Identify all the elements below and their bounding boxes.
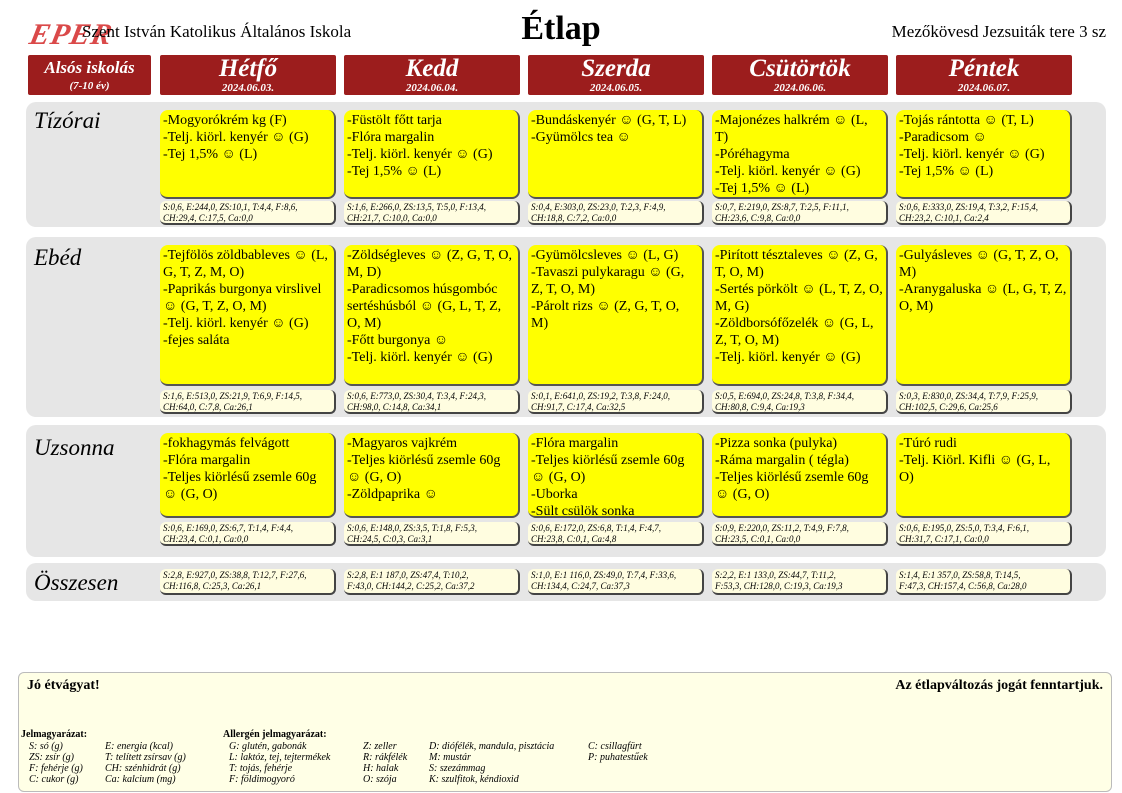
total-nutrition-box: [160, 569, 336, 595]
nutrition-box: [712, 201, 888, 225]
nutrition-line: S:0,6, E:195,0, ZS:5,0, T:3,4, F:6,1,: [899, 523, 1029, 533]
day-header-4: [712, 55, 888, 95]
day-date: 2024.06.07.: [957, 82, 1011, 94]
nutrition-box: [160, 522, 336, 546]
nutrition-line: CH:23,6, C:9,8, Ca:0,0: [715, 213, 801, 223]
menu-item: -fokhagymás felvágott: [163, 436, 290, 451]
total-label: Összesen: [34, 570, 119, 595]
legend-entry: O: szója: [363, 774, 397, 785]
allergen-col1: [229, 741, 330, 785]
menu-item: -Paradicsomos húsgombóc sertéshúsból ☺ (G, L, T, Z, O, M): [347, 282, 502, 331]
day-header-5: [896, 55, 1072, 95]
nutrition-box: [528, 390, 704, 414]
allergen-title: Allergén jelmagyarázat:: [223, 729, 327, 740]
menu-item: -Telj. kiörl. kenyér ☺ (G): [899, 147, 1045, 162]
day-name: Csütörtök: [749, 55, 851, 82]
nutrition-line: S:0,7, E:219,0, ZS:8,7, T:2,5, F:11,1,: [715, 202, 849, 212]
legend-col2: [105, 741, 186, 785]
nutrition-line: S:1,4, E:1 357,0, ZS:58,8, T:14,5,: [899, 570, 1021, 580]
nutrition-line: CH:23,4, C:0,1, Ca:0,0: [163, 534, 249, 544]
menu-box: [160, 245, 336, 386]
nutrition-line: S:1,6, E:513,0, ZS:21,9, T:6,9, F:14,5,: [163, 391, 302, 401]
nutrition-line: CH:98,0, C:14,8, Ca:34,1: [347, 402, 442, 412]
menu-item: -Flóra margalin: [347, 130, 435, 145]
nutrition-line: S:0,6, E:773,0, ZS:30,4, T:3,4, F:24,3,: [347, 391, 486, 401]
menu-item: -Flóra margalin: [531, 436, 619, 451]
meal-label: Ebéd: [34, 245, 82, 270]
nutrition-box: [896, 522, 1072, 546]
legend-entry: E: energia (kcal): [105, 741, 173, 752]
legend-entry: M: mustár: [429, 752, 471, 763]
day-header-1: [160, 55, 336, 95]
footer: [18, 672, 1112, 792]
greeting: Jó étvágyat!: [27, 678, 100, 693]
nutrition-box: [160, 201, 336, 225]
legend-entry: H: halak: [363, 763, 399, 774]
menu-box: [344, 245, 520, 386]
nutrition-line: S:0,4, E:303,0, ZS:23,0, T:2,3, F:4,9,: [531, 202, 666, 212]
nutrition-line: S:2,8, E:927,0, ZS:38,8, T:12,7, F:27,6,: [163, 570, 307, 580]
nutrition-line: CH:21,7, C:10,0, Ca:0,0: [347, 213, 437, 223]
menu-item: -Telj. kiörl. kenyér ☺ (G): [163, 130, 309, 145]
menu-item: -Paradicsom ☺: [899, 130, 987, 145]
menu-item: -Sertés pörkölt ☺ (L, T, Z, O, M, G): [715, 282, 883, 314]
allergen-col4: [588, 741, 648, 763]
logo: EPER: [26, 18, 116, 51]
nutrition-line: CH:23,2, C:10,1, Ca:2,4: [899, 213, 989, 223]
menu-item: -Párolt rizs ☺ (Z, G, T, O, M): [531, 299, 680, 331]
legend-entry: F: földimogyoró: [229, 774, 295, 785]
menu-item: -Gyümölcs tea ☺: [531, 130, 631, 145]
allergen-col2: [363, 741, 407, 785]
legend-entry: P: puhatestűek: [588, 752, 648, 763]
menu-item: -Telj. kiörl. kenyér ☺ (G): [163, 316, 309, 331]
menu-item: -Flóra margalin: [163, 453, 251, 468]
menu-item: -Pizza sonka (pulyka): [715, 436, 838, 451]
menu-item: -Tej 1,5% ☺ (L): [715, 181, 810, 196]
menu-item: -Aranygaluska ☺ (L, G, T, Z, O, M): [899, 282, 1067, 314]
menu-item: -Uborka: [531, 487, 578, 502]
legend-entry: S: szezámmag: [429, 763, 486, 774]
legend-entry: R: rákfélék: [363, 752, 408, 763]
menu-item: -Teljes kiörlésű zsemle 60g ☺ (G, O): [347, 453, 501, 485]
nutrition-box: [344, 522, 520, 546]
menu-box: [528, 245, 704, 386]
menu-box: [712, 245, 888, 386]
nutrition-box: [528, 522, 704, 546]
menu-item: -Túró rudi: [899, 436, 957, 451]
nutrition-line: CH:64,0, C:7,8, Ca:26,1: [163, 402, 253, 412]
menu-item: -Telj. kiörl. kenyér ☺ (G): [715, 164, 861, 179]
nutrition-line: CH:29,4, C:17,5, Ca:0,0: [163, 213, 253, 223]
day-date: 2024.06.04.: [405, 82, 459, 94]
legend-entry: F: fehérje (g): [29, 763, 83, 774]
nutrition-line: CH:24,5, C:0,3, Ca:3,1: [347, 534, 433, 544]
page-title: Étlap: [521, 10, 601, 47]
nutrition-line: CH:31,7, C:17,1, Ca:0,0: [899, 534, 989, 544]
legend-entry: CH: szénhidrát (g): [105, 763, 181, 774]
nutrition-line: S:0,6, E:172,0, ZS:6,8, T:1,4, F:4,7,: [531, 523, 661, 533]
age-group-range: (7-10 év): [69, 80, 110, 92]
legend-entry: G: glutén, gabonák: [229, 741, 307, 752]
menu-box: [712, 433, 888, 518]
nutrition-box: [344, 201, 520, 225]
legend-col1: [29, 741, 83, 785]
nutrition-line: S:2,8, E:1 187,0, ZS:47,4, T:10,2,: [347, 570, 469, 580]
total-nutrition-box: [712, 569, 888, 595]
legend-entry: Z: zeller: [363, 741, 397, 752]
day-name: Hétfő: [218, 55, 278, 82]
menu-box: [160, 110, 336, 199]
menu-box: [896, 110, 1072, 199]
legend-entry: T: telített zsírsav (g): [105, 752, 186, 763]
nutrition-box: [896, 201, 1072, 225]
legend-entry: C: cukor (g): [29, 774, 79, 785]
menu-box: [896, 245, 1072, 386]
meal-label: Tízórai: [34, 108, 101, 133]
menu-item: -Majonézes halkrém ☺ (L, T): [715, 113, 868, 145]
nutrition-box: [528, 201, 704, 225]
nutrition-line: S:0,6, E:148,0, ZS:3,5, T:1,8, F:5,3,: [347, 523, 477, 533]
menu-item: -Zöldségleves ☺ (Z, G, T, O, M, D): [347, 248, 513, 280]
nutrition-line: CH:91,7, C:17,4, Ca:32,5: [531, 402, 626, 412]
column-header-age: [28, 55, 151, 95]
nutrition-line: CH:102,5, C:29,6, Ca:25,6: [899, 402, 998, 412]
total-nutrition-box: [528, 569, 704, 595]
legend-entry: C: csillagfürt: [588, 741, 642, 752]
menu-box: [528, 110, 704, 199]
nutrition-box: [896, 390, 1072, 414]
menu-item: -Pirított tésztaleves ☺ (Z, G, T, O, M): [715, 248, 878, 280]
menu-item: -Magyaros vajkrém: [347, 436, 458, 451]
nutrition-line: CH:116,8, C:25,3, Ca:26,1: [163, 581, 262, 591]
nutrition-line: S:0,5, E:694,0, ZS:24,8, T:3,8, F:34,4,: [715, 391, 854, 401]
nutrition-line: F:53,3, CH:128,0, C:19,3, Ca:19,3: [715, 581, 843, 591]
nutrition-line: S:1,6, E:266,0, ZS:13,5, T:5,0, F:13,4,: [347, 202, 486, 212]
day-date: 2024.06.05.: [589, 82, 643, 94]
legend-entry: L: laktóz, tej, tejtermékek: [229, 752, 331, 763]
nutrition-line: S:1,0, E:1 116,0, ZS:49,0, T:7,4, F:33,6,: [531, 570, 677, 580]
legend-entry: S: só (g): [29, 741, 63, 752]
menu-box: [344, 433, 520, 518]
school-address: Mezőkövesd Jezsuiták tere 3 sz: [891, 22, 1106, 41]
menu-item: -Zöldborsófőzelék ☺ (G, L, Z, T, O, M): [715, 316, 874, 348]
school-name: Szent István Katolikus Általános Iskola: [82, 22, 352, 41]
menu-item: -fejes saláta: [163, 333, 230, 348]
menu-item: -Tejfölös zöldbableves ☺ (L, G, T, Z, M, O): [163, 248, 328, 280]
nutrition-line: S:0,6, E:169,0, ZS:6,7, T:1,4, F:4,4,: [163, 523, 293, 533]
nutrition-box: [712, 390, 888, 414]
menu-item: -Póréhagyma: [715, 147, 790, 162]
legend-entry: T: tojás, fehérje: [229, 763, 293, 774]
legend-title: Jelmagyarázat:: [21, 729, 88, 740]
menu-item: -Tojás rántotta ☺ (T, L): [899, 113, 1034, 128]
nutrition-line: CH:80,8, C:9,4, Ca:19,3: [715, 402, 805, 412]
day-header-3: [528, 55, 704, 95]
legend-entry: K: szulfitok, kéndioxid: [429, 774, 519, 785]
nutrition-line: S:2,2, E:1 133,0, ZS:44,7, T:11,2,: [715, 570, 836, 580]
day-name: Szerda: [581, 55, 651, 82]
nutrition-line: CH:134,4, C:24,7, Ca:37,3: [531, 581, 630, 591]
menu-item: -Teljes kiörlésű zsemle 60g ☺ (G, O): [163, 470, 317, 502]
total-nutrition-box: [344, 569, 520, 595]
nutrition-box: [160, 390, 336, 414]
menu-item: -Paprikás burgonya virslivel ☺ (G, T, Z, O, M): [163, 282, 322, 314]
menu-item: -Teljes kiörlésű zsemle 60g ☺ (G, O): [531, 453, 685, 485]
nutrition-box: [712, 522, 888, 546]
menu-item: -Főtt burgonya ☺: [347, 333, 449, 348]
legend-entry: ZS: zsír (g): [29, 752, 75, 763]
nutrition-line: CH:23,8, C:0,1, Ca:4,8: [531, 534, 617, 544]
day-name: Péntek: [948, 55, 1020, 82]
menu-item: -Telj. kiörl. kenyér ☺ (G): [715, 350, 861, 365]
nutrition-line: S:0,9, E:220,0, ZS:11,2, T:4,9, F:7,8,: [715, 523, 849, 533]
menu-item: -Mogyorókrém kg (F): [163, 113, 287, 128]
nutrition-line: F:43,0, CH:144,2, C:25,2, Ca:37,2: [347, 581, 475, 591]
menu-box: [712, 110, 888, 199]
legend-entry: Ca: kalcium (mg): [105, 774, 176, 785]
total-nutrition-box: [896, 569, 1072, 595]
nutrition-line: F:47,3, CH:157,4, C:56,8, Ca:28,0: [899, 581, 1027, 591]
age-group-label: Alsós iskolás: [44, 58, 135, 77]
menu-item: -Zöldpaprika ☺: [347, 487, 438, 502]
menu-item: -Gyümölcsleves ☺ (L, G): [531, 248, 679, 263]
menu-item: -Bundáskenyér ☺ (G, T, L): [531, 113, 687, 128]
menu-box: [896, 433, 1072, 518]
day-date: 2024.06.03.: [221, 82, 275, 94]
menu-box: [344, 110, 520, 199]
menu-item: -Gulyásleves ☺ (G, T, Z, O, M): [899, 248, 1059, 280]
nutrition-line: CH:18,8, C:7,2, Ca:0,0: [531, 213, 617, 223]
menu-item: -Tej 1,5% ☺ (L): [899, 164, 994, 179]
day-header-2: [344, 55, 520, 95]
menu-item: -Telj. kiörl. kenyér ☺ (G): [347, 147, 493, 162]
allergen-col3: [429, 741, 554, 785]
menu-box: [160, 433, 336, 518]
menu-item: -Telj. kiörl. kenyér ☺ (G): [347, 350, 493, 365]
menu-item: -Sült csülök sonka: [531, 504, 635, 519]
menu-item: -Tavaszi pulykaragu ☺ (G, Z, T, O, M): [531, 265, 685, 297]
nutrition-line: S:0,1, E:641,0, ZS:19,2, T:3,8, F:24,0,: [531, 391, 670, 401]
legend-entry: D: diófélék, mandula, pisztácia: [429, 741, 555, 752]
menu-item: -Tej 1,5% ☺ (L): [347, 164, 442, 179]
nutrition-line: S:0,3, E:830,0, ZS:34,4, T:7,9, F:25,9,: [899, 391, 1038, 401]
menu-item: -Teljes kiörlésű zsemle 60g ☺ (G, O): [715, 470, 869, 502]
nutrition-line: S:0,6, E:244,0, ZS:10,1, T:4,4, F:8,6,: [163, 202, 298, 212]
menu-item: -Ráma margalin ( tégla): [715, 453, 849, 468]
menu-item: -Telj. Kiörl. Kifli ☺ (G, L, O): [899, 453, 1051, 485]
nutrition-line: S:0,6, E:333,0, ZS:19,4, T:3,2, F:15,4,: [899, 202, 1038, 212]
nutrition-line: CH:23,5, C:0,1, Ca:0,0: [715, 534, 801, 544]
day-date: 2024.06.06.: [773, 82, 827, 94]
menu-item: -Füstölt főtt tarja: [347, 113, 442, 128]
menu-item: -Tej 1,5% ☺ (L): [163, 147, 258, 162]
nutrition-box: [344, 390, 520, 414]
menu-box: [528, 433, 704, 518]
day-name: Kedd: [405, 55, 459, 82]
meal-label: Uzsonna: [34, 435, 115, 460]
menu-change-notice: Az étlapváltozás jogát fenntartjuk.: [895, 678, 1103, 693]
